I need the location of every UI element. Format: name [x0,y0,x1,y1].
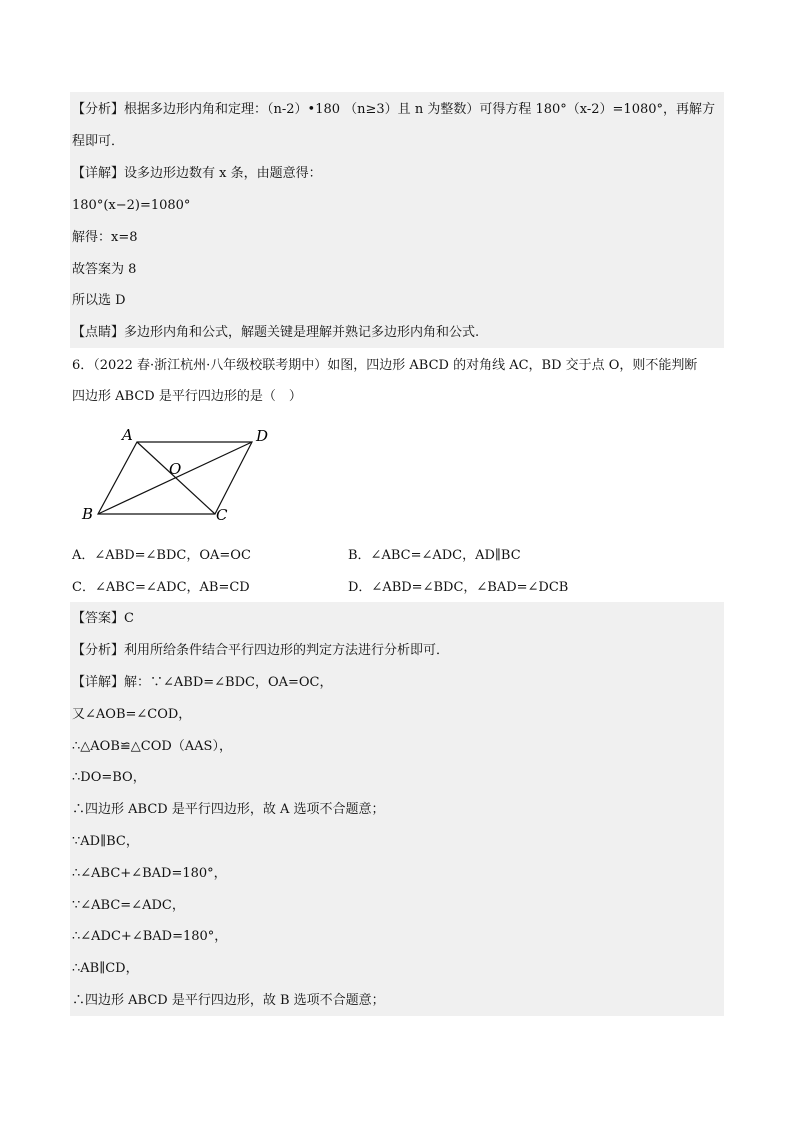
option-a: A．∠ABD=∠BDC，OA=OC [72,548,251,563]
diagonal-bd [98,442,252,514]
solution-block-1 [70,92,724,348]
label-c: C [216,506,228,524]
option-d: D．∠ABD=∠BDC，∠BAD=∠DCB [348,580,569,595]
label-b: B [82,505,94,523]
analysis2-line: 【分析】利用所给条件结合平行四边形的判定方法进行分析即可． [72,643,450,658]
answer-line: 【答案】C [72,611,134,626]
label-o: O [169,460,182,478]
detail2-line: 又∠AOB=∠COD， [72,706,192,722]
analysis-line-2: 程即可． [72,134,125,149]
detail2-line: ∵∠ABC=∠ADC， [72,897,185,913]
label-a: A [122,426,133,444]
detail2-line: ∴∠ABC+∠BAD=180°， [72,865,227,881]
question-line-2: 四边形 ABCD 是平行四边形的是（ ） [72,389,302,404]
detail-line-4: 故答案为 8 [72,262,137,277]
detail2-line: ∴AB∥CD， [72,961,139,977]
analysis-line-1: 【分析】根据多边形内角和定理：（n-2）•180 （n≥3）且 n 为整数）可得方程 180°（x-2）=1080°，再解方 [72,102,716,117]
detail2-line: ∴△AOB≌△COD（AAS）， [72,738,232,754]
detail2-line: ∴∠ADC+∠BAD=180°， [72,929,228,945]
parallelogram-figure [78,424,278,524]
detail2-line: ∴DO=BO， [72,770,146,786]
detail-line-1: 【详解】设多边形边数有 x 条，由题意得： [72,166,322,181]
detail2-line: ∴四边形 ABCD 是平行四边形，故 B 选项不合题意； [72,993,385,1008]
label-d: D [256,427,269,445]
detail2-line: ∴四边形 ABCD 是平行四边形，故 A 选项不合题意； [72,802,385,818]
option-c: C．∠ABC=∠ADC，AB=CD [72,580,250,595]
detail-line-2: 180°(x−2)=1080° [72,198,191,213]
question-line-1: 6．（2022 春·浙江杭州·八年级校联考期中）如图，四边形 ABCD 的对角线 AC，BD 交于点 O，则不能判断 [72,358,698,373]
detail-line-3: 解得：x=8 [72,230,138,245]
detail-line-5: 所以选 D [72,293,126,308]
option-b: B．∠ABC=∠ADC，AD∥BC [348,548,521,563]
detail2-line: 【详解】解：∵∠ABD=∠BDC，OA=OC， [72,675,333,690]
detail2-line: ∵AD∥BC， [72,834,139,849]
comment-line: 【点睛】多边形内角和公式，解题关键是理解并熟记多边形内角和公式. [72,325,480,340]
